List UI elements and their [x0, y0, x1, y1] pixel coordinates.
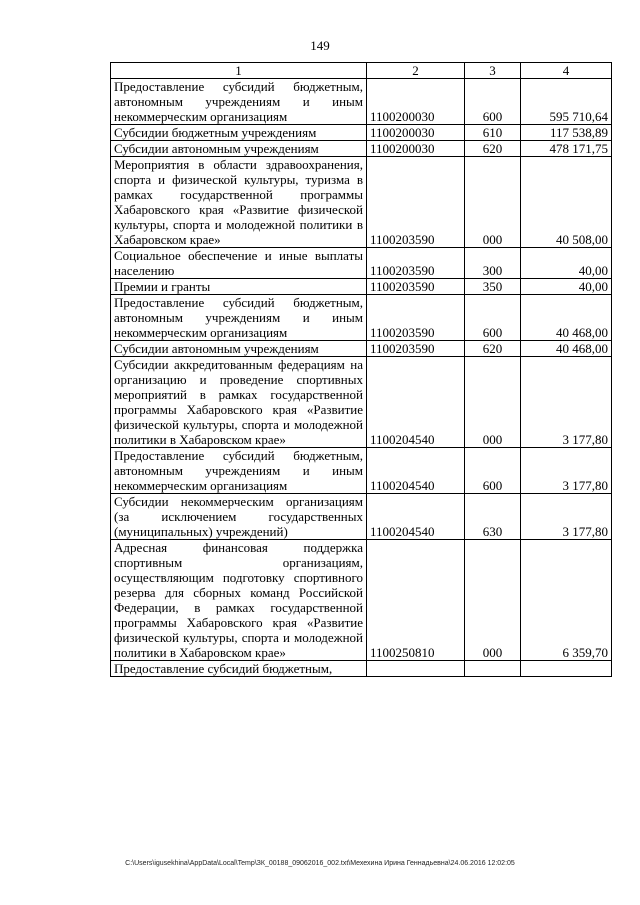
table-row	[111, 494, 612, 540]
row-type: 000	[465, 540, 521, 661]
row-code	[367, 661, 465, 677]
row-name: Социальное обеспечение и иные выплаты населению	[111, 248, 367, 279]
row-name: Предоставление субсидий бюджетным,	[111, 661, 367, 677]
row-amount: 478 171,75	[521, 141, 612, 157]
budget-table	[110, 62, 612, 677]
table-row	[111, 157, 612, 248]
table-row	[111, 141, 612, 157]
column-header: 2	[367, 63, 465, 79]
row-code: 1100203590	[367, 157, 465, 248]
table-row	[111, 341, 612, 357]
row-code: 1100200030	[367, 79, 465, 125]
row-type: 600	[465, 295, 521, 341]
table-row	[111, 79, 612, 125]
row-type: 620	[465, 341, 521, 357]
page-number: 149	[310, 38, 330, 53]
row-name: Субсидии аккредитованным федерациям на организацию и проведение спортивных мероприятий в рамках государственной программы Хабаровского края «Развитие физической культуры, спорта и молодежной политики в Хабаровском крае»	[111, 357, 367, 448]
row-amount: 40 508,00	[521, 157, 612, 248]
row-name: Субсидии автономным учреждениям	[111, 141, 367, 157]
row-amount	[521, 661, 612, 677]
row-code: 1100204540	[367, 448, 465, 494]
table-row	[111, 357, 612, 448]
row-code: 1100204540	[367, 357, 465, 448]
row-name: Предоставление субсидий бюджетным, автономным учреждениям и иным некоммерческим организациям	[111, 448, 367, 494]
table-row	[111, 661, 612, 677]
row-code: 1100203590	[367, 248, 465, 279]
row-code: 1100203590	[367, 341, 465, 357]
row-amount: 595 710,64	[521, 79, 612, 125]
row-type: 600	[465, 79, 521, 125]
row-type: 620	[465, 141, 521, 157]
row-amount: 6 359,70	[521, 540, 612, 661]
table-row	[111, 248, 612, 279]
row-type: 350	[465, 279, 521, 295]
row-name: Субсидии бюджетным учреждениям	[111, 125, 367, 141]
table-row	[111, 279, 612, 295]
table-row	[111, 448, 612, 494]
row-code: 1100250810	[367, 540, 465, 661]
row-name: Премии и гранты	[111, 279, 367, 295]
row-name: Адресная финансовая поддержка спортивным организациям, осуществляющим подготовку спортивного резерва для сборных команд Российской Федерации, в рамках государственной программы Хабаровского края «Развитие физической культуры, спорта и молодежной политики в Хабаровском крае»	[111, 540, 367, 661]
row-type: 610	[465, 125, 521, 141]
row-amount: 3 177,80	[521, 448, 612, 494]
row-type: 000	[465, 357, 521, 448]
row-name: Предоставление субсидий бюджетным, автономным учреждениям и иным некоммерческим организациям	[111, 295, 367, 341]
row-amount: 117 538,89	[521, 125, 612, 141]
row-type: 300	[465, 248, 521, 279]
row-code: 1100203590	[367, 279, 465, 295]
row-amount: 40,00	[521, 279, 612, 295]
row-type	[465, 661, 521, 677]
row-name: Субсидии автономным учреждениям	[111, 341, 367, 357]
row-amount: 40,00	[521, 248, 612, 279]
row-type: 630	[465, 494, 521, 540]
column-header: 1	[111, 63, 367, 79]
row-name: Субсидии некоммерческим организациям (за исключением государственных (муниципальных) учреждений)	[111, 494, 367, 540]
row-code: 1100203590	[367, 295, 465, 341]
row-amount: 3 177,80	[521, 357, 612, 448]
row-type: 600	[465, 448, 521, 494]
row-amount: 3 177,80	[521, 494, 612, 540]
row-amount: 40 468,00	[521, 341, 612, 357]
file-path-footer: C:\Users\igusekhina\AppData\Local\Temp\ЗК_00188_09062016_002.txt\Мехехина Ирина Геннадьевна\24.06.2016 12:02:05	[125, 860, 515, 867]
row-type: 000	[465, 157, 521, 248]
column-header: 4	[521, 63, 612, 79]
table-row	[111, 295, 612, 341]
table-row	[111, 540, 612, 661]
table-row	[111, 125, 612, 141]
row-name: Мероприятия в области здравоохранения, спорта и физической культуры, туризма в рамках государственной программы Хабаровского края «Развитие физической культуры, спорта и молодежной политики в Хабаровском крае»	[111, 157, 367, 248]
column-header: 3	[465, 63, 521, 79]
row-amount: 40 468,00	[521, 295, 612, 341]
row-code: 1100204540	[367, 494, 465, 540]
row-code: 1100200030	[367, 141, 465, 157]
row-code: 1100200030	[367, 125, 465, 141]
row-name: Предоставление субсидий бюджетным, автономным учреждениям и иным некоммерческим организациям	[111, 79, 367, 125]
table-header-row	[111, 63, 612, 79]
